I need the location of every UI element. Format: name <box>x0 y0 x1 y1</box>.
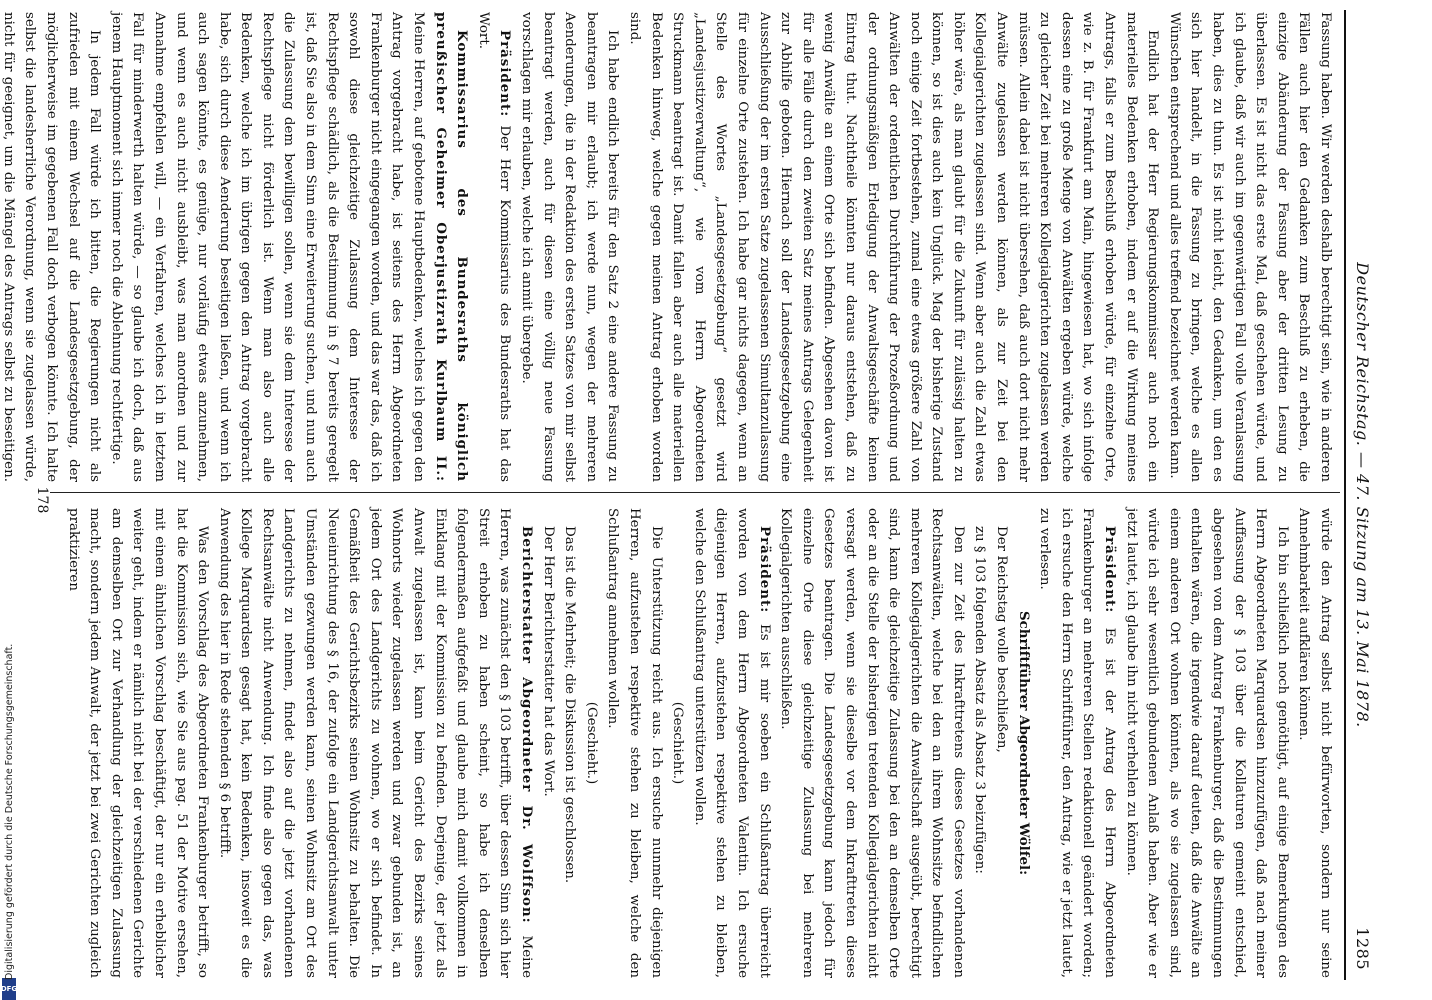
paragraph: Endlich hat der Herr Regierungskommissar auch noch ein materielles Bedenken erhoben, indem er auf die Wirkung meines Antrags, falls er zum Beschluß erhoben würde, für einzelne Orte, wie z. B. für Frankfurt am Main, hingewiesen hat, wo sich infolge dessen eine zu große Menge von Anwälten ergeben würde, welche zu gleicher Zeit bei mehreren Kollegialgerichten zugelassen werden müssen. Allein dabei ist nicht übersehen, daß auch dort nicht mehr Anwälte zugelassen werden können, als zur Zeit bei den Kollegialgerichten zugelassen sind. Wenn aber auch die Zahl etwas höher wäre, als man glaubt für die Zukunft für zulässig halten zu können, so ist dies auch kein Unglück. Mag der bisherige Zustand noch einige Zeit fortbestehen, zumal eine etwas größere Zahl von Anwälten der ordentlichen Durchführung der Prozeßordnung und der ordnungsmäßigen Erledigung der Anwaltsgeschäfte keinen Eintrag thut. Nachtheile könnten nur daraus entstehen, daß zu wenig Anwälte an einem Orte sich befinden. Abgesehen davon ist für alle Fälle durch den zweiten Satz meines Antrags Gelegenheit zur Abhilfe geboten. Hiernach soll der Landesgesetzgebung eine Ausschließung der im ersten Satze zugelassenen Simultanzulassung für einzelne Orte zustehen. Ich habe gar nichts dagegen, wenn an Stelle des Wortes „Landesgesetzgebung“ gesetzt wird „Landesjustizverwaltung“, wie vom Herrn Abgeordneten Struckmann beantragt ist. Damit fallen aber auch alle materiellen Bedenken hinweg, welche gegen meinen Antrag erhoben worden sind. <box>627 12 1161 482</box>
header-title: Deutscher Reichstag. — 47. Sitzung am 13. Mai 1878. <box>1353 262 1372 728</box>
paragraph: zu § 103 folgenden Absatz als Absatz 3 beizufügen: <box>972 526 988 874</box>
paragraph: Fassung haben. Wir werden deshalb berechtigt sein, wie in anderen Fällen auch hier den Gedanken zum Beschluß zu erheben, die einzige Abänderung der Fassung aber der dritten Lesung zu überlassen. Es ist nicht das erste Mal, daß geschehen würde, und ich glaube, daß wir auch im gegenwärtigen Fall volle Veranlassung haben, dies zu thun. Es ist nicht leicht, den Gedanken, um den es sich hier handelt, in die Fassung zu bringen, welche es allen Wünschen entsprechend und alles treffend bezeichnet werden kann. <box>1166 12 1333 482</box>
paragraph: würde den Antrag selbst nicht befürworten, sondern nur seine Annehmbarkeit aufklären können. <box>1296 508 1333 978</box>
column-divider <box>50 492 1340 493</box>
dfg-logo: DFG <box>2 978 16 1000</box>
left-column <box>0 12 1336 482</box>
page-header <box>1342 10 1372 980</box>
speaker-label: Kommissarius des Bundesraths königlich preußischer Geheimer Oberjustizrath Kurlbaum II.: <box>432 12 471 482</box>
speech-text: Meine Herren, auf gebotene Hauptbedenken, welches ich gegen den Antrag vorgebracht habe, ist seitens des Herrn Abgeordneten Frankenburger nicht eingegangen worden, und das war das, daß ich sowohl diese gleichzeitige Zulassung dem Interesse der Rechtspflege schädlich, als die Bestimmung in § 7 bereits geregelt ist, daß Sie also in dem Sinn eine Erweiterung suchen, und nun auch die Zulassung dem bewilligen sollen, wenn sie dem Interesse der Rechtspflege nicht förderlich ist. Wenn man also auch alle Bedenken, welche ich im übrigen gegen den Antrag vorgebracht habe, sich durch diese Aenderung beseitigen ließen, und wenn ich auch sagen könnte, es genüge, nur vorläufig etwas anzunehmen, und wenn es auch nicht ausbleibt, was man anordnen und zur Annahme empfehlen will, — ein Verfahren, welches ich in letztem Fall für minderwerth halten würde, — so glaube ich doch, daß aus jenem Hauptmoment sich immer noch die Ablehnung rechtfertige. <box>108 12 427 482</box>
paragraph: Der Reichstag wolle beschließen, <box>994 526 1010 753</box>
right-column <box>56 508 1336 978</box>
stage-note: (Geschieht.) <box>583 701 599 785</box>
stage-note: (Geschieht.) <box>670 701 686 785</box>
speaker-label: Präsident: <box>497 30 514 118</box>
digitization-note: Digitalisierung gefördert durch die Deutsche Forschungsgemeinschaft. <box>4 643 15 980</box>
speaker-label: Berichterstatter Abgeordneter Dr. Wolffson: <box>519 526 536 924</box>
speech-text: Es ist mir soeben ein Schlußantrag überreicht worden von dem Herrn Abgeordneten Valentin. Ich ersuche diejenigen Herren, aufzustehen respektive stehen zu bleiben, welche den Schlußantrag unterstützen wollen. <box>691 508 772 978</box>
paragraph: Was den Vorschlag des Abgeordneten Frankenburger betrifft, so hat die Kommission sich, wie Sie aus pag. 51 der Motive ersehen, mit einem ähnlichen Vorschlag beschäftigt, der nur ein erheblicher weiter geht, indem er nämlich nicht bei der verschiedenen Gerichte am demselben Ort zur Verhandlung der gleichzeitigen Zulassung macht, sondern jedem Anwalt, der jetzt bei zwei Gerichten zugleich praktizieren <box>65 508 211 978</box>
speaker-label: Präsident: <box>1102 526 1119 614</box>
paragraph: In jedem Fall würde ich bitten, die Regierungen nicht als zufrieden mit einem Wechsel auf die Landesgesetzgebung, der möglicherweise im gegebenen Fall doch verbogen könnte. Ich halte selbst die landesherrliche Verordnung, wenn sie zugelassen würde, nicht für geeignet, um die Mängel des Antrags selbst zu beseitigen. <box>0 12 103 482</box>
paragraph: Der Herr Berichterstatter hat das Wort. <box>540 526 556 797</box>
signature-mark: 178 <box>34 486 50 514</box>
speech-text: Der Herr Kommissarius des Bundesraths hat das Wort. <box>475 12 513 482</box>
speaker-heading: Schriftführer Abgeordneter Wölfel: <box>1015 610 1032 876</box>
paragraph: Den zur Zeit des Inkrafttretens dieses Gesetzes vorhandenen Rechtsanwälten, welche bei den an ihrem Wohnsitze befindlichen mehreren Kollegialgerichten die Anwaltschaft ausgeübt, berechtigt sind, kann die gleichzeitige Zulassung bei den an demselben Orte oder an die Stelle der bisherigen tretenden Kollegialgerichten nicht versagt werden, wenn sie dieselbe vor dem Inkrafttreten dieses Gesetzes beantragen. Die Landesgesetzgebung kann jedoch für einzelne Orte diese gleichzeitige Zulassung bei mehreren Kollegialgerichten ausschließen. <box>778 508 966 978</box>
header-rule <box>1344 10 1346 980</box>
paragraph: Ich habe endlich bereits für den Satz 2 eine andere Fassung zu beantragen mir erlaubt; ich werde nun, wegen der mehreren Aenderungen, die in der Redaktion des ersten Satzes von mir selbst beantragt werden, auch für diesen eine völlig neue Fassung vorschlagen mir erlauben, welche ich anmit übergebe. <box>519 12 621 482</box>
paragraph: Die Unterstützung reicht aus. Ich ersuche nunmehr diejenigen Herren, aufzustehen respektive stehen zu bleiben, welche den Schlußantrag annehmen wollen. <box>605 508 664 978</box>
speaker-label: Präsident: <box>756 526 773 614</box>
speech-text: Es ist der Antrag des Herrn Abgeordneten Frankenburger an mehreren Stellen redaktionell geändert worden; ich ersuche den Herrn Schriftführer, den Antrag, wie er jetzt lautet, zu verlesen. <box>1037 508 1118 978</box>
paragraph: Ich bin schließlich noch genöthigt, auf einige Bemerkungen des Herrn Abgeordneten Marquardsen hinzuzufügen, daß nach meiner Auffassung der § 103 über die Kollaturen gemeint entschied, abgesehen von dem Antrag Frankenburger, daß die Bestimmungen enthalten wären, die irgendwie darauf deuten, daß die Anwälte an einem anderen Ort wohnen könnten, als wo sie zugelassen sind, würde ich sehr wesentlich gebundenen Anlaß haben. Aber wie er jetzt lautet, ich glaube ihn nicht verhehlen zu können. <box>1123 508 1290 978</box>
speech-text: Meine Herren, was zunächst den § 103 betrifft, über dessen Sinn sich hier Streit erhoben zu haben scheint, so habe ich denselben folgendermaßen aufgefaßt und glaube mich damit vollkommen in Einklang mit der Kommission zu befinden. Derjenige, der jetzt als Anwalt zugelassen ist, kann beim Gericht des Bezirks seines Wohnorts wieder zugelassen werden und zwar gebunden ist, an jedem Ort des Landgerichts zu wohnen, wo er sich befindet. In Gemäßheit des Gerichtsbezirks seinen Wohnsitz zu behalten. Die Neueinrichtung des § 16, der zufolge ein Landgerichtsanwalt unter Umständen gezwungen werden kann, seinen Wohnsitz am Ort des Landgerichts zu nehmen, findet also auf die jetzt vorhandenen Rechtsanwälte nicht Anwendung. Ich finde also gegen das, was Kollege Marquardsen gesagt hat, kein Bedenken, insoweit es die Anwendung des hier in Rede stehenden § 6 betrifft. <box>216 508 535 978</box>
paragraph: Das ist die Mehrheit; die Diskussion ist geschlossen. <box>562 526 578 884</box>
page-number: 1285 <box>1353 927 1372 970</box>
